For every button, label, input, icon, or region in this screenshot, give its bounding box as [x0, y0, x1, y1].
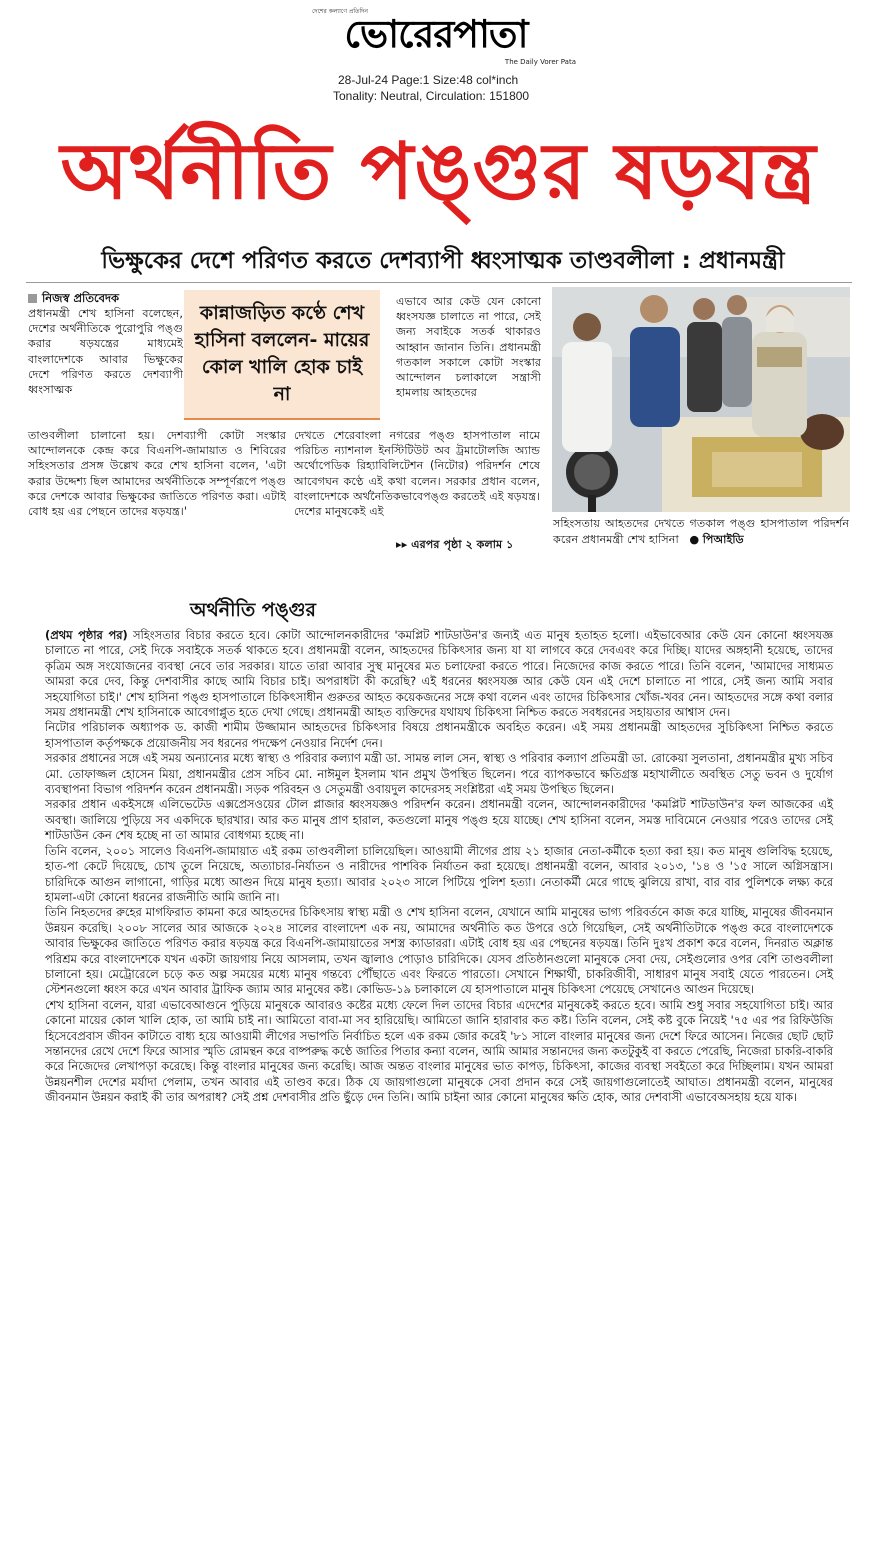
continuation-title: অর্থনীতি পঙ্গুর — [190, 599, 316, 621]
paragraph — [45, 628, 833, 720]
news-photo — [552, 287, 850, 512]
article-text: প্রধানমন্ত্রী শেখ হাসিনা বলেছেন, দেশের অর্থনীতিকে পুরোপুরি পঙ্গু করার ষড়যন্ত্রের মাধ্যমেই বাংলাদেশকে আবার ভিক্ষুকের দেশে পরিণত করতে দেশব্যাপী ধ্বংসাত্মক — [28, 307, 183, 397]
subheadline: ভিক্ষুকের দেশে পরিণত করতে দেশব্যাপী ধ্বংসাত্মক তাণ্ডবলীলা : প্রধানমন্ত্রী — [101, 248, 785, 274]
article-column-1-top — [28, 306, 183, 397]
article-text: এভাবে আর কেউ যেন কোনো ধ্বংসযজ্ঞ চালাতে না পারে, সেই জন্য সবাইকে সতর্ক থাকারও আহ্বান জানান তিনি। প্রধানমন্ত্রী গতকাল সকালে কোটা সংস্কার আন্দোলন চলাকালে সন্ত্রাসী হামলায় আহতদের — [396, 295, 541, 400]
continued-text: এরপর পৃষ্ঠা ২ কলাম ১ — [411, 538, 514, 551]
article-text: দেখতে শেরেবাংলা নগরের পঙ্গু হাসপাতাল নামে পরিচিত ন্যাশনাল ইনস্টিটিউট অব ট্রমাটোলজি অ্যান্ড অর্থোপেডিক রিহ্যাবিলিটেশন (নিটোর) পরিদর্শন শেষে আবেগঘন কণ্ঠে এই কথা বলেন। সরকার প্রধান বলেন, বাংলাদেশকে অর্থনৈতিকভাবেপঙ্গু করতেই এই ষড়যন্ত্র। দেশের মানুষকেই এই — [294, 429, 540, 519]
paragraph: সরকার প্রধান একইসঙ্গে এলিভেটেড এক্সপ্রেসওয়ের টোল প্লাজার ধ্বংসযজ্ঞও পরিদর্শন করেন। প্রধানমন্ত্রী বলেন, আন্দোলনকারীদের 'কমপ্লিট শাটডাউন'র ফল আজকের এই অবস্থা। জালিয়ে পুড়িয়ে সব একদিকে ছারখার। আর কত মানুষ প্রাণ হারাল, কতগুলো মানুষ পঙ্গু হয়ে যাচ্ছে। শেখ হাসিনা বলেন, সমস্ত দাবিমেনে নেওয়ার পরেও তাদের সেই শাটডাউন কেন শেষ হচ্ছে না তা আমার বোধগম্য হচ্ছে না। — [45, 797, 833, 843]
continuation-lead: (প্রথম পৃষ্ঠার পর) — [45, 628, 128, 642]
paragraph: শেখ হাসিনা বলেন, যারা এভাবেআগুনে পুড়িয়ে মানুষকে আবারও কষ্টের মধ্যে ফেলে দিল তাদের বিচার এদেশের মানুষকেই করতে হবে। আমি শুধু সবার সহযোগিতা চাই। আর কোনো মায়ের কোল খালি হোক, তা আমি চাই না। আমিতো বাবা-মা সব হারিয়েছি। আমিতো জানি হারাবার কত কষ্ট। তিনি বলেন, সেই কষ্ট বুকে নিয়েই '৭৫ এর পর রিফিউজি হিসেবেপ্রবাস জীবন কাটাতে বাধ্য হয়ে আওয়ামী লীগের সভাপতি নির্বাচিত হলে এক রকম জোর করেই '৮১ সালে বাংলার মানুষের জন্য দেশে ফিরে আসেন। নিজের ছোট ছোট সন্তানদের রেখে দেশে ফিরে আসার স্মৃতি রোমন্থন করে বাষ্পরুদ্ধ কণ্ঠে জাতির পিতার কন্যা বলেন, আমি আমার সন্তানদের জন্য কতটুকুই বা করতে পেরেছি, নিজেরা চাকরি-বাকরি করে নিজেদের লেখাপড়া করেছে। কিন্তু বাংলার মানুষের জন্য করেছি। আজ অন্তত বাংলার মানুষের ভাত কাপড়, চিকিৎসা, কাজের ব্যবস্থা সবইতো করে দিচ্ছিলাম। যখন আমরা উন্নয়নশীল দেশের মর্যাদা পেলাম, তখন আবার এই তাণ্ডব করে। ঠিক যে জায়গাগুলো মানুষকে সেবা প্রদান করে সেই জায়গাগুলোতেই আঘাত। প্রধানমন্ত্রী বলেন, মানুষের জীবনমান উন্নয়ন করাই কী তার অপরাধ? সেই প্রশ্ন দেশবাসীর প্রতি ছুঁড়ে দেন তিনি। আমি চাইনা আর কোনো মানুষের ক্ষতি হোক, আর দেশবাসী এভাবেঅসহায় হয়ে যাক। — [45, 997, 833, 1105]
continued-on-note — [396, 536, 513, 555]
article-text: তাণ্ডবলীলা চালানো হয়। দেশব্যাপী কোটা সংস্কার আন্দোলনকে কেন্দ্র করে বিএনপি-জামায়াত ও শিবিরের সহিংসতার প্রসঙ্গ উল্লেখ করে শেখ হাসিনা বলেন, 'এটা করার উদ্দেশ্য ছিল আমাদের অর্থনীতিকে সম্পূর্ণরূপে পঙ্গু করে দেশকে আবার ভিক্ষুকের জাতিতে পরিণত করা। এটাই বোধ হয় এর পেছনে তাদের ষড়যন্ত্র।' — [28, 429, 286, 519]
double-chevron-icon: ▸▸ — [396, 538, 412, 551]
hospital-visit-photo — [552, 287, 850, 512]
clipping-meta-tonality: Tonality: Neutral, Circulation: 151800 — [333, 89, 530, 103]
photo-caption: সহিংসতায় আহতদের দেখতে গতকাল পঙ্গু হাসপাতাল পরিদর্শন করেন প্রধানমন্ত্রী শেখ হাসিনা ● পিআইডি — [553, 517, 849, 546]
article-column-2-top — [396, 294, 541, 400]
paragraph: তিনি নিহতদের রুহের মাগফিরাত কামনা করে আহতদের চিকিৎসায় স্বাস্থ্য মন্ত্রী ও শেখ হাসিনা বলেন, যেখানে আমি মানুষের ভাগ্য পরিবর্তনে কাজ করে যাচ্ছি, মানুষের জীবনমান উন্নয়ন করেছি। ২০০৮ সালের আর আজকে ২০২৪ সালের বাংলাদেশ এক নয়, আমাদের অর্থনীতি কত উপরে ওঠে গিয়েছিল, সেই অর্থনীতিটাকে পঙ্গু করে বাংলাদেশকে আবার ভিক্ষুকের জাতিতে পরিণত করার ষড়যন্ত্র করে বিএনপি-জামায়াতের সশস্ত্র ক্যাডাররা। এটাই বোধ হয় এর পেছনের ষড়যন্ত্র। তিনি দুঃখ প্রকাশ করে বলেন, দিনরাত অক্লান্ত পরিশ্রম করে বাংলাদেশকে যখন একটা জায়গায় নিয়ে আসলাম, তখন জ্বালাও পোড়াও চারিদিকে। যেসব প্রতিষ্ঠানগুলো মানুষকে সেবা দেয়, সেইগুলোর ওপর বেশি তাণ্ডবলীলা চালানো হয়। মেট্রোরেলে চড়ে কত অল্প সময়ের মধ্যে মানুষ গন্তব্যে পৌঁছাতে এবং ফিরতে পারতো। সেখানে শিক্ষার্থী, চাকরিজীবী, সাধারণ মানুষ সবাই যেতে পারতেন। সেই স্টেশনগুলো ধ্বংস করে এখন আবার ট্রাফিক জ্যাম আর মানুষের কষ্ট। কোভিড-১৯ চলাকালে যে হাসপাতালে মানুষ চিকিৎসা পেয়েছে সেখানেও আগুন দিয়েছে। — [45, 905, 833, 997]
article-column-1-bottom — [28, 428, 286, 519]
masthead — [300, 6, 580, 64]
article-column-2-bottom — [294, 428, 540, 519]
paragraph: তিনি বলেন, ২০০১ সালেও বিএনপি-জামায়াত এই রকম তাণ্ডবলীলা চালিয়েছিল। আওয়ামী লীগের প্রায় ২১ হাজার নেতা-কর্মীকে হত্যা করা হয়। কত মানুষ গুলিবিদ্ধ হয়েছে, হাত-পা কেটে দিয়েছে, চোখ তুলে নিয়েছে, অত্যাচার-নির্যাতন ও নারীদের পাশবিক নির্যাতন করা হয়েছে। প্রধানমন্ত্রী বলেন, আবার ২০১৩, '১৪ ও '১৫ সালে অগ্নিসন্ত্রাস। চারিদিকে আগুন লাগানো, গাড়ির মধ্যে আগুন দিয়ে মানুষ হত্যা। আবার ২০২৩ সালে পিটিয়ে পুলিশ হত্যা। নেতাকর্মী মেরে গাছে ঝুলিয়ে রাখা, বার বার পুলিশকে লক্ষ্য করে হামলা-এটা কোনো ধরনের রাজনীতি আমি জানি না। — [45, 843, 833, 904]
clipping-meta-date: 28-Jul-24 Page:1 Size:48 col*inch — [338, 73, 519, 87]
pull-quote: কান্নাজড়িত কণ্ঠে শেখ হাসিনা বললেন- মায়ের কোল খালি হোক চাই না — [194, 302, 370, 405]
masthead-tagline: দেশের কল্যাণে প্রতিদিন — [312, 8, 368, 15]
paragraph: সরকার প্রধানের সঙ্গে এই সময় অন্যান্যের মধ্যে স্বাস্থ্য ও পরিবার কল্যাণ মন্ত্রী ডা. সামন্ত লাল সেন, স্বাস্থ্য ও পরিবার কল্যাণ প্রতিমন্ত্রী ডা. রোকেয়া সুলতানা, প্রধানমন্ত্রীর মুখ্য সচিব মো. তোফাজ্জল হোসেন মিয়া, প্রধানমন্ত্রীর প্রেস সচিব মো. নাঈমুল ইসলাম খান প্রমুখ উপস্থিত ছিলেন। পরে ব্যাপকভাবে ক্ষতিগ্রস্ত মহাখালীতে অবস্থিত সেতু ভবন ও দুর্যোগ ব্যবস্থাপনা বিভাগ পরিদর্শন করেন প্রধানমন্ত্রী। সড়ক পরিবহন ও সেতুমন্ত্রী ওবায়দুল কাদেরসহ সংশ্লিষ্টরা এই সময় উপস্থিত ছিলেন। — [45, 751, 833, 797]
paragraph-text: সহিংসতার বিচার করতে হবে। কোটা আন্দোলনকারীদের 'কমপ্লিট শাটডাউন'র জন্যই এত মানুষ হতাহত হলো। এইভাবেআর কেউ যেন কোনো ধ্বংসযজ্ঞ চালাতে না পারে, সেই দিকে সবাইকে সতর্ক থাকতে হবে। প্রধানমন্ত্রী বলেন, আহতদের চিকিৎসার জন্য যা যা লাগবে করে দেবএবং করে দিচ্ছি। যাদের অঙ্গহানী হয়েছে, তাদের কৃত্রিম অঙ্গ সংযোজনের ব্যবস্থা নেবে তার সরকার। যাতে তারা আবার সুস্থ মানুষের মত চলাফেরা করতে পারে। নিজেদের কাজ করতে পারে। তিনি বলেন, 'আমাদের সাধ্যমত আমরা করে দেব, কিন্তু দেশবাসীর কাছে আমি বিচার চাই। অপরাধটা কী করেছি? এই ধরনের ধ্বংসযজ্ঞ আর কেউ যেন এই দেশে চালাতে না পারে, সেই জন্য আমি সবার সহযোগিতা চাই।' শেখ হাসিনা পঙ্গু হাসপাতালে চিকিৎসাধীন গুরুতর আহত কয়েকজনের সঙ্গে কথা বলেন এবং তাদের চিকিৎসার খোঁজ-খবর নেন। আহতদের সঙ্গে কথা বলার সময় প্রধানমন্ত্রী শেখ হাসিনাকে আবেগাপ্লুত হতে দেখা গেছে। প্রধানমন্ত্রী আহত ব্যক্তিদের যথাযথ চিকিৎসা নিশ্চিত করতে সবধরনের সহায়তার আশ্বাস দেন। — [45, 628, 833, 720]
photo-credit: পিআইডি — [702, 533, 744, 546]
pull-quote-box — [184, 290, 380, 420]
divider — [26, 282, 852, 283]
masthead-english-name: The Daily Vorer Pata — [504, 58, 576, 66]
caption-text: সহিংসতায় আহতদের দেখতে গতকাল পঙ্গু হাসপাতাল পরিদর্শন করেন প্রধানমন্ত্রী শেখ হাসিনা — [553, 517, 849, 546]
byline-text: নিজস্ব প্রতিবেদক — [42, 291, 120, 305]
newspaper-logo: ভোরেরপাতা — [344, 11, 528, 56]
byline-square-icon — [28, 294, 37, 303]
paragraph: নিটোর পরিচালক অধ্যাপক ড. কাজী শামীম উজ্জামান আহতদের চিকিৎসার বিষয়ে প্রধানমন্ত্রীকে অবহিত করেন। এই সময় প্রধানমন্ত্রী আহতদের সুচিকিৎসা নিশ্চিত করতে হাসপাতাল কর্তৃপক্ষকে প্রয়োজনীয় সব ধরনের পদক্ষেপ নেওয়ার নির্দেশ দেন। — [45, 720, 833, 750]
continuation-article — [45, 628, 833, 1106]
headline: অর্থনীতি পঙ্গুর ষড়যন্ত্র — [60, 127, 817, 217]
